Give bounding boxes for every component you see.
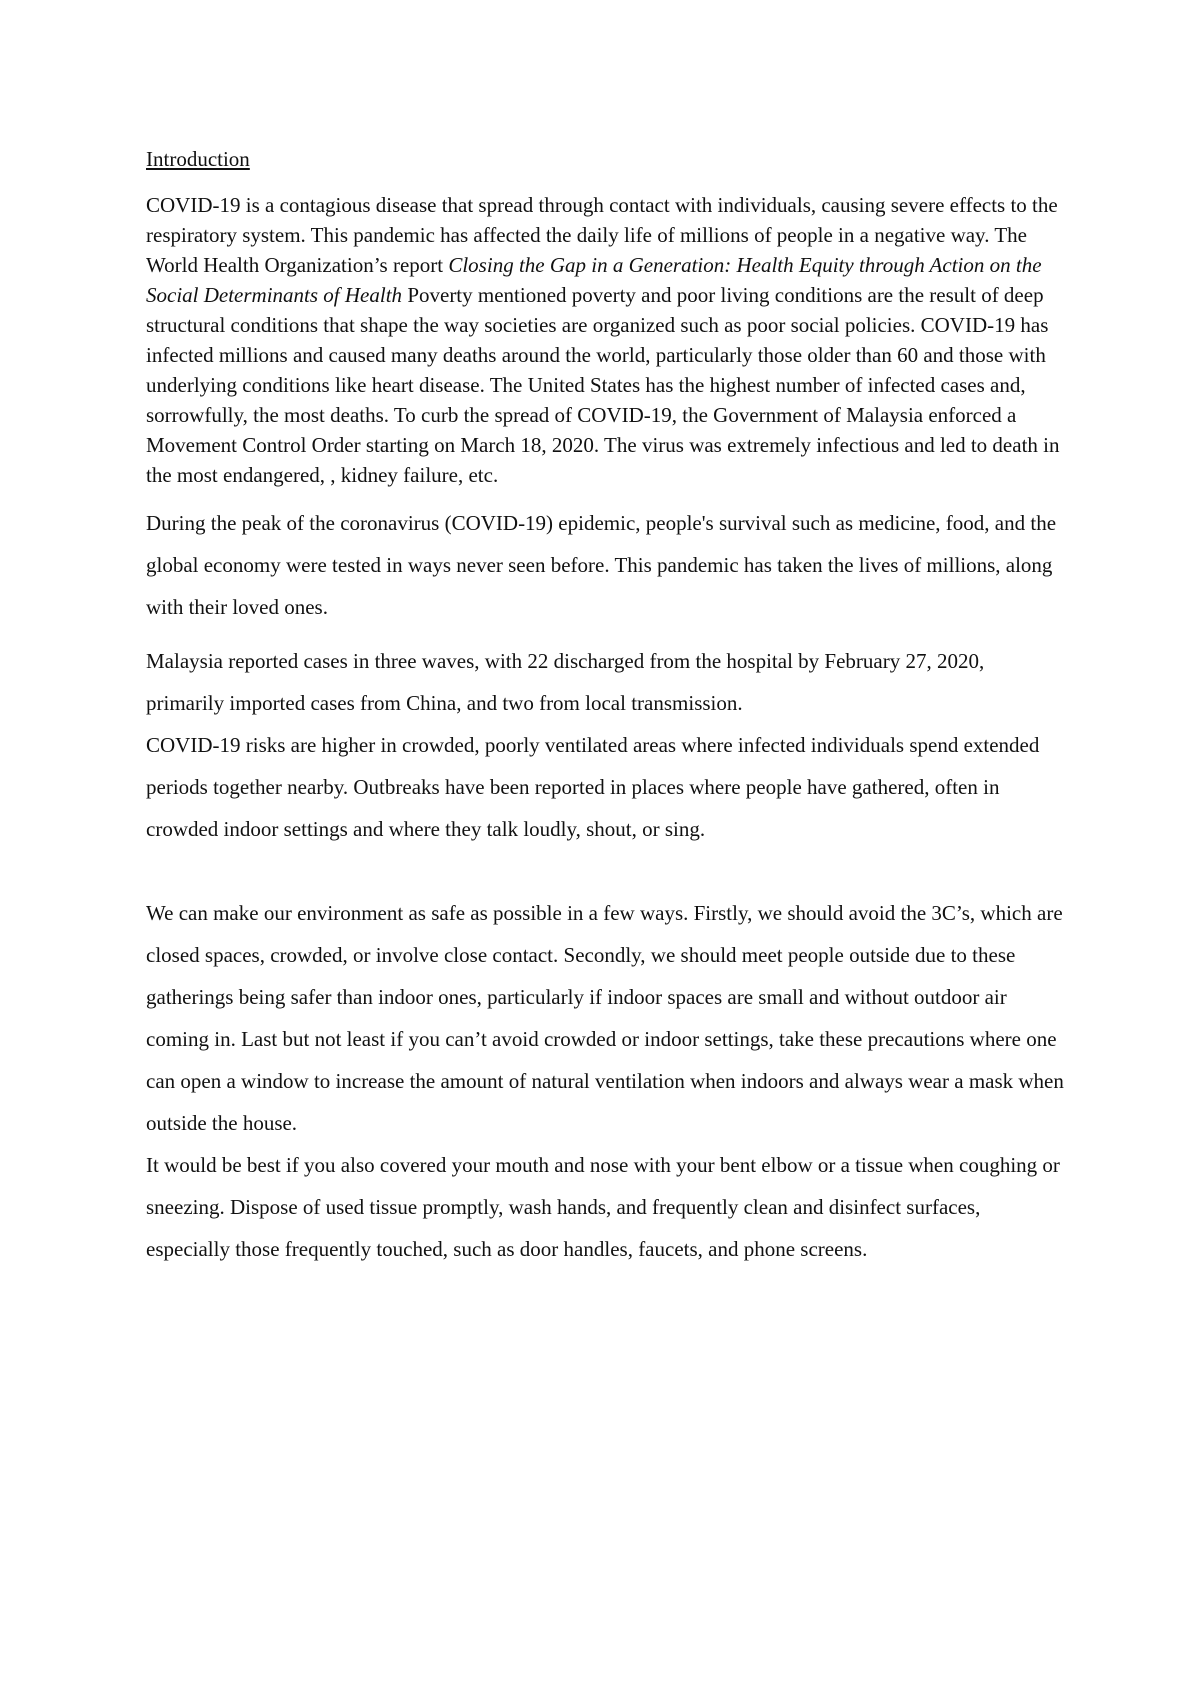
paragraph-peak: During the peak of the coronavirus (COVID-19) epidemic, people's survival such as medicine, food, and the global economy were tested in ways never seen before. This pandemic has taken the lives of millions, along with their loved ones. (146, 511, 1057, 619)
document-page (146, 146, 1066, 1270)
paragraph-hygiene: It would be best if you also covered your mouth and nose with your bent elbow or a tissue when coughing or sneezing. Dispose of used tissue promptly, wash hands, and frequently clean and disinfect surfaces, especially those frequently touched, such as door handles, faucets, and phone screens. (146, 1153, 1060, 1261)
paragraph-intro-text-1: COVID-19 is a contagious disease that spread through contact with individuals, causing severe effects to the respiratory system. This pandemic has affected the daily life of millions of people in a negative way. The World Health Organization’s report (146, 193, 1058, 277)
paragraph-malaysia-cases: Malaysia reported cases in three waves, with 22 discharged from the hospital by February 27, 2020, primarily imported cases from China, and two from local transmission. (146, 649, 985, 715)
paragraph-risks: COVID-19 risks are higher in crowded, poorly ventilated areas where infected individuals spend extended periods together nearby. Outbreaks have been reported in places where people have gathered, often in crowded indoor settings and where they talk loudly, shout, or sing. (146, 733, 1040, 841)
section-heading: Introduction (146, 147, 250, 171)
paragraph-intro-text-2: Poverty mentioned poverty and poor living conditions are the result of deep structural conditions that shape the way societies are organized such as poor social policies. COVID-19 has infected millions and caused many deaths around the world, particularly those older than 60 and those with underlying conditions like heart disease. The United States has the highest number of infected cases and, sorrowfully, the most deaths. To curb the spread of COVID-19, the Government of Malaysia enforced a Movement Control Order starting on March 18, 2020. The virus was extremely infectious and led to death in the most endangered, , kidney failure, etc. (146, 283, 1060, 487)
paragraph-intro (146, 190, 1066, 490)
report-title: Closing the Gap in a Generation: Health Equity through Action on the Social Determinants of Health (146, 253, 1042, 307)
paragraph-safety: We can make our environment as safe as possible in a few ways. Firstly, we should avoid the 3C’s, which are closed spaces, crowded, or involve close contact. Secondly, we should meet people outside due to these gatherings being safer than indoor ones, particularly if indoor spaces are small and without outdoor air coming in. Last but not least if you can’t avoid crowded or indoor settings, take these precautions where one can open a window to increase the amount of natural ventilation when indoors and always wear a mask when outside the house. (146, 901, 1064, 1135)
